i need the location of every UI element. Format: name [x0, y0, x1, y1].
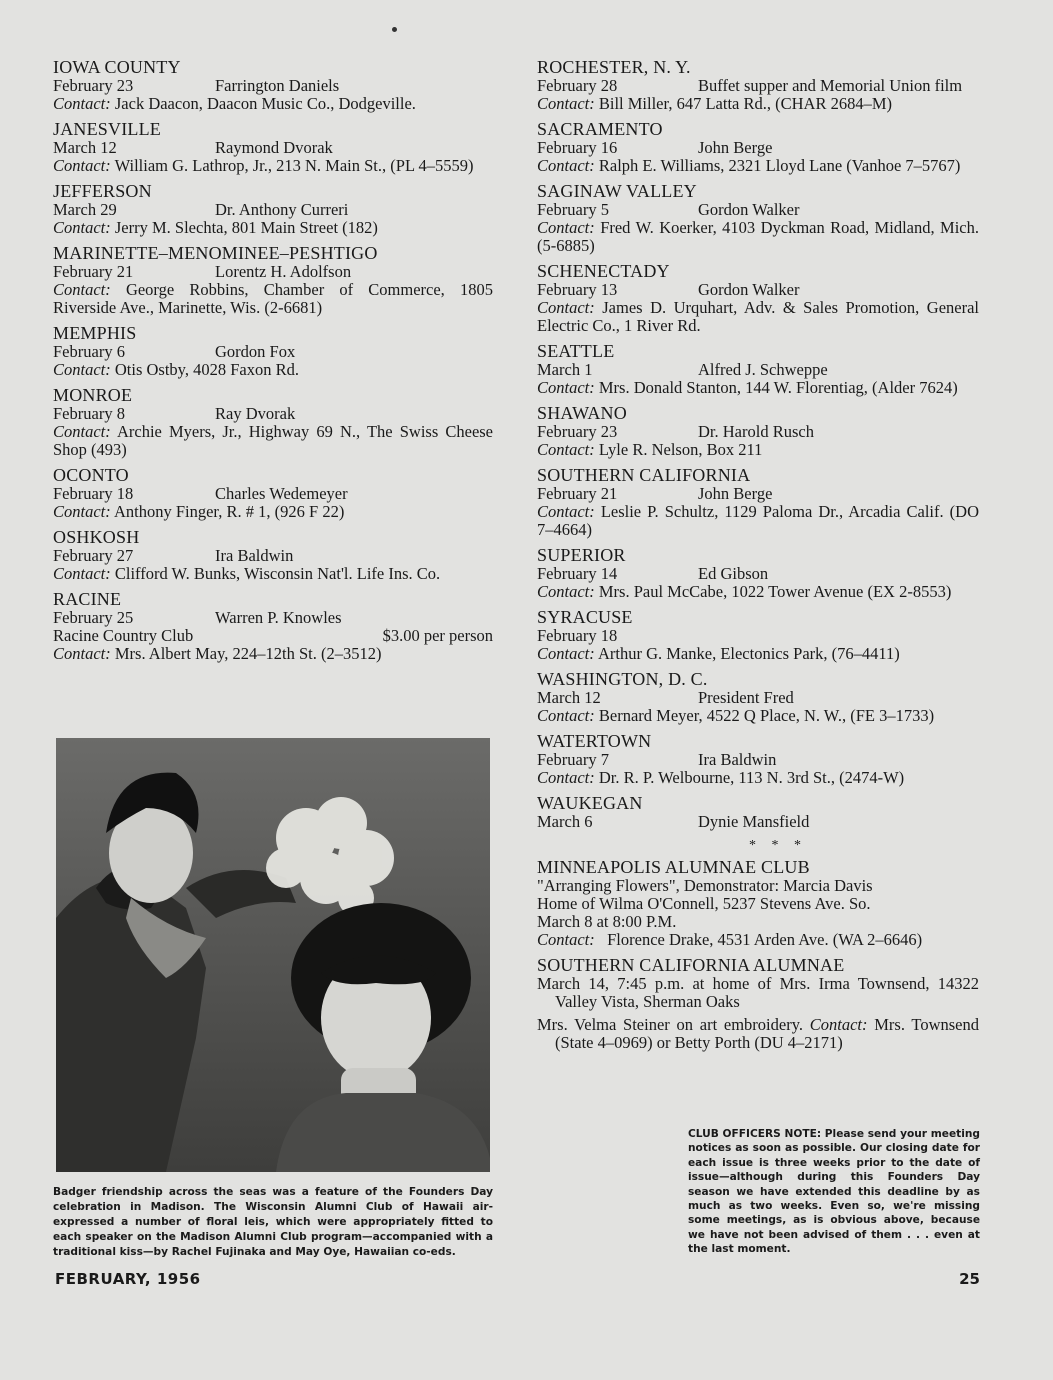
contact-text: Otis Ostby, 4028 Faxon Rd. — [114, 360, 299, 379]
event-speaker: Ray Dvorak — [215, 404, 296, 423]
contact-text: William G. Lathrop, Jr., 213 N. Main St., (PL 4–5559) — [114, 156, 474, 175]
event-details: March 14, 7:45 p.m. at home of Mrs. Irma Townsend, 14322 Valley Vista, Sherman Oaks — [537, 974, 979, 1011]
contact-label: Contact: — [809, 1015, 868, 1034]
event-date: February 21 — [537, 484, 618, 503]
contact-label: Contact: — [537, 218, 595, 237]
left-column — [53, 58, 493, 670]
event-date: February 13 — [537, 280, 618, 299]
date-line — [537, 139, 979, 157]
date-line — [53, 139, 493, 157]
contact-label: Contact: — [53, 422, 111, 441]
event-speaker: Dynie Mansfield — [698, 812, 810, 831]
event-speaker: Gordon Walker — [698, 200, 800, 219]
event-date: March 12 — [53, 138, 117, 157]
contact-text: Mrs. Townsend (State 4–0969) or Betty Porth (DU 4–2171) — [555, 1015, 980, 1052]
entry-title: MEMPHIS — [53, 323, 137, 343]
separator: * * * — [749, 838, 807, 853]
entry-title: WATERTOWN — [537, 731, 652, 751]
event-speaker: Ira Baldwin — [698, 750, 777, 769]
event-speaker: John Berge — [698, 484, 773, 503]
contact-line — [537, 503, 979, 539]
date-line — [537, 423, 979, 441]
event-speaker: President Fred — [698, 688, 794, 707]
contact-text: Mrs. Paul McCabe, 1022 Tower Avenue (EX 2-8553) — [598, 582, 952, 601]
contact-label: Contact: — [537, 644, 595, 663]
contact-text: Fred W. Koerker, 4103 Dyckman Road, Midland, Mich. (5-6885) — [537, 218, 979, 255]
entry-title: IOWA COUNTY — [53, 57, 181, 77]
event-speaker: Warren P. Knowles — [215, 608, 342, 627]
contact-text: Anthony Finger, R. # 1, (926 F 22) — [113, 502, 345, 521]
club-entry — [53, 324, 493, 379]
entry-title: JANESVILLE — [53, 119, 161, 139]
contact-text: Clifford W. Bunks, Wisconsin Nat'l. Life Ins. Co. — [114, 564, 441, 583]
contact-line — [53, 95, 493, 113]
date-line — [537, 565, 979, 583]
date-line — [537, 361, 979, 379]
contact-line — [537, 157, 979, 175]
entry-title: RACINE — [53, 589, 122, 609]
event-speaker: Lorentz H. Adolfson — [215, 262, 352, 281]
event-speaker — [537, 1016, 979, 1052]
club-entry — [537, 670, 979, 725]
date-line — [53, 547, 493, 565]
contact-label: Contact: — [537, 156, 595, 175]
contact-text: Bernard Meyer, 4522 Q Place, N. W., (FE 3–1733) — [598, 706, 935, 725]
entry-title: MONROE — [53, 385, 133, 405]
event-speaker: Charles Wedemeyer — [215, 484, 348, 503]
contact-line — [537, 95, 979, 113]
contact-text: Lyle R. Nelson, Box 211 — [598, 440, 763, 459]
contact-line — [53, 361, 493, 379]
date-line — [537, 485, 979, 503]
date-line — [537, 77, 979, 95]
entry-title: SOUTHERN CALIFORNIA ALUMNAE — [537, 955, 845, 975]
club-entry — [53, 58, 493, 113]
contact-label: Contact: — [537, 502, 595, 521]
speaker-text: Mrs. Velma Steiner on art embroidery. — [537, 1015, 804, 1034]
entry-title: OSHKOSH — [53, 527, 140, 547]
event-description: "Arranging Flowers", Demonstrator: Marcia Davis — [537, 876, 873, 895]
entry-title: MINNEAPOLIS ALUMNAE CLUB — [537, 857, 810, 877]
contact-text: Jack Daacon, Daacon Music Co., Dodgeville. — [114, 94, 416, 113]
event-location: Home of Wilma O'Connell, 5237 Stevens Ave. So. — [537, 894, 871, 913]
date-line — [537, 689, 979, 707]
contact-line — [537, 299, 979, 335]
socal-alumnae-entry — [537, 956, 979, 1052]
date-line — [537, 627, 979, 645]
contact-label: Contact: — [53, 564, 111, 583]
date-line — [53, 343, 493, 361]
entry-title: SUPERIOR — [537, 545, 626, 565]
event-speaker: Gordon Walker — [698, 280, 800, 299]
contact-line — [53, 157, 493, 175]
event-speaker: Buffet supper and Memorial Union film — [698, 76, 963, 95]
contact-line — [53, 423, 493, 459]
event-time: March 8 at 8:00 P.M. — [537, 912, 677, 931]
contact-text: Arthur G. Manke, Electonics Park, (76–4411) — [597, 644, 900, 663]
event-date: March 29 — [53, 200, 117, 219]
event-date: February 18 — [53, 484, 134, 503]
contact-text: Archie Myers, Jr., Highway 69 N., The Swiss Cheese Shop (493) — [53, 422, 494, 459]
club-entry — [53, 182, 493, 237]
club-entry — [537, 182, 979, 255]
entry-title: SCHENECTADY — [537, 261, 670, 281]
contact-text: James D. Urquhart, Adv. & Sales Promotion, General Electric Co., 1 River Rd. — [537, 298, 979, 335]
contact-label: Contact: — [53, 360, 111, 379]
club-entry — [537, 546, 979, 601]
contact-line — [537, 769, 979, 787]
contact-label: Contact: — [537, 378, 595, 397]
contact-label: Contact: — [537, 440, 595, 459]
date-line — [537, 813, 979, 831]
event-date: February 25 — [53, 608, 134, 627]
club-entry — [537, 342, 979, 397]
minneapolis-entry — [537, 858, 979, 949]
contact-line — [537, 707, 979, 725]
contact-label: Contact: — [537, 930, 595, 949]
club-entry — [537, 404, 979, 459]
event-speaker: Farrington Daniels — [215, 76, 340, 95]
contact-text: Jerry M. Slechta, 801 Main Street (182) — [114, 218, 378, 237]
photo — [56, 738, 490, 1172]
event-date: February 16 — [537, 138, 618, 157]
event-speaker: Ira Baldwin — [215, 546, 294, 565]
event-speaker: Dr. Anthony Curreri — [215, 200, 349, 219]
contact-label: Contact: — [53, 94, 111, 113]
club-officers-note: CLUB OFFICERS NOTE: Please send your meeting notices as soon as possible. Our closing date for each issue is three weeks prior to the date of issue—although during this Founders Day season we have extended this deadline by as much as two weeks. Even so, we're missing some meetings, as is obvious above, because we have not been advised of them . . . even at the last moment. — [688, 1128, 980, 1256]
event-date: February 14 — [537, 564, 618, 583]
contact-text: Dr. R. P. Welbourne, 113 N. 3rd St., (2474-W) — [598, 768, 905, 787]
contact-text: Mrs. Donald Stanton, 144 W. Florentiag, (Alder 7624) — [598, 378, 958, 397]
contact-text: Leslie P. Schultz, 1129 Paloma Dr., Arcadia Calif. (DO 7–4664) — [537, 502, 979, 539]
event-speaker: Alfred J. Schweppe — [698, 360, 828, 379]
club-entry — [537, 732, 979, 787]
contact-label: Contact: — [53, 502, 111, 521]
contact-text: Bill Miller, 647 Latta Rd., (CHAR 2684–M) — [598, 94, 892, 113]
entry-title: SAGINAW VALLEY — [537, 181, 697, 201]
event-date: February 23 — [537, 422, 618, 441]
entry-title: SYRACUSE — [537, 607, 633, 627]
club-entry — [537, 794, 979, 831]
entry-title: SACRAMENTO — [537, 119, 663, 139]
event-date: February 18 — [537, 626, 618, 645]
contact-line — [537, 583, 979, 601]
date-line — [53, 77, 493, 95]
club-entry — [53, 466, 493, 521]
club-entry — [537, 608, 979, 663]
contact-label: Contact: — [537, 768, 595, 787]
event-speaker: Ed Gibson — [698, 564, 769, 583]
contact-label: Contact: — [537, 94, 595, 113]
entry-title: JEFFERSON — [53, 181, 152, 201]
event-speaker: John Berge — [698, 138, 773, 157]
page-number: 25 — [959, 1270, 980, 1288]
photo-caption: Badger friendship across the seas was a feature of the Founders Day celebration in Madison. The Wisconsin Alumni Club of Hawaii air-expressed a number of floral leis, which were appropriately fitted to each speaker on the Madison Alumni Club program—accompanied with a traditional kiss—by Rachel Fujinaka and May Oye, Hawaiian co-eds. — [53, 1186, 493, 1258]
date-line — [537, 201, 979, 219]
entry-title: SOUTHERN CALIFORNIA — [537, 465, 751, 485]
contact-line — [53, 219, 493, 237]
right-entries — [537, 58, 979, 831]
contact-label: Contact: — [53, 280, 111, 299]
event-date: March 6 — [537, 812, 593, 831]
contact-line — [537, 379, 979, 397]
event-date: February 21 — [53, 262, 134, 281]
contact-line — [53, 645, 493, 663]
contact-text: Florence Drake, 4531 Arden Ave. (WA 2–6646) — [607, 930, 923, 949]
contact-line — [537, 645, 979, 663]
club-entry — [53, 244, 493, 317]
event-date: February 27 — [53, 546, 134, 565]
club-entry — [537, 120, 979, 175]
club-entry — [537, 58, 979, 113]
entry-title: MARINETTE–MENOMINEE–PESHTIGO — [53, 243, 378, 263]
club-entry — [537, 466, 979, 539]
issue-date: FEBRUARY, 1956 — [55, 1270, 201, 1288]
contact-text: Mrs. Albert May, 224–12th St. (2–3512) — [114, 644, 382, 663]
contact-text: Ralph E. Williams, 2321 Lloyd Lane (Vanhoe 7–5767) — [598, 156, 961, 175]
entry-title: SHAWANO — [537, 403, 627, 423]
contact-line — [53, 565, 493, 583]
date-line — [537, 281, 979, 299]
contact-label: Contact: — [537, 298, 595, 317]
entry-title: WASHINGTON, D. C. — [537, 669, 708, 689]
event-date: February 5 — [537, 200, 609, 219]
contact-label: Contact: — [537, 582, 595, 601]
contact-label: Contact: — [53, 156, 111, 175]
contact-line — [537, 441, 979, 459]
event-speaker: Raymond Dvorak — [215, 138, 333, 157]
event-date: March 1 — [537, 360, 593, 379]
club-entry — [53, 386, 493, 459]
club-entry — [53, 528, 493, 583]
date-line — [53, 263, 493, 281]
event-date: February 8 — [53, 404, 125, 423]
event-price: $3.00 per person — [382, 626, 493, 645]
entry-title: WAUKEGAN — [537, 793, 643, 813]
date-line — [53, 405, 493, 423]
photo-illustration — [56, 738, 490, 1172]
event-date: March 12 — [537, 688, 601, 707]
club-entry — [53, 590, 493, 663]
contact-line — [537, 219, 979, 255]
venue-line — [53, 627, 493, 645]
date-line — [53, 485, 493, 503]
date-line — [537, 751, 979, 769]
club-entry — [53, 120, 493, 175]
contact-text: George Robbins, Chamber of Commerce, 1805 Riverside Ave., Marinette, Wis. (2-6681) — [53, 280, 493, 317]
date-line — [53, 201, 493, 219]
club-entry — [537, 262, 979, 335]
event-date: February 23 — [53, 76, 134, 95]
entry-title: OCONTO — [53, 465, 129, 485]
print-mark — [392, 27, 397, 32]
event-date: February 7 — [537, 750, 609, 769]
contact-label: Contact: — [537, 706, 595, 725]
contact-line — [537, 931, 979, 949]
event-date: February 28 — [537, 76, 618, 95]
contact-label: Contact: — [53, 644, 111, 663]
right-column — [537, 58, 979, 1059]
contact-label: Contact: — [53, 218, 111, 237]
event-date: February 6 — [53, 342, 125, 361]
event-speaker: Dr. Harold Rusch — [698, 422, 814, 441]
contact-line — [53, 281, 493, 317]
entry-title: ROCHESTER, N. Y. — [537, 57, 691, 77]
event-speaker: Gordon Fox — [215, 342, 296, 361]
contact-line — [53, 503, 493, 521]
event-venue: Racine Country Club — [53, 626, 194, 645]
date-line — [53, 609, 493, 627]
entry-title: SEATTLE — [537, 341, 615, 361]
